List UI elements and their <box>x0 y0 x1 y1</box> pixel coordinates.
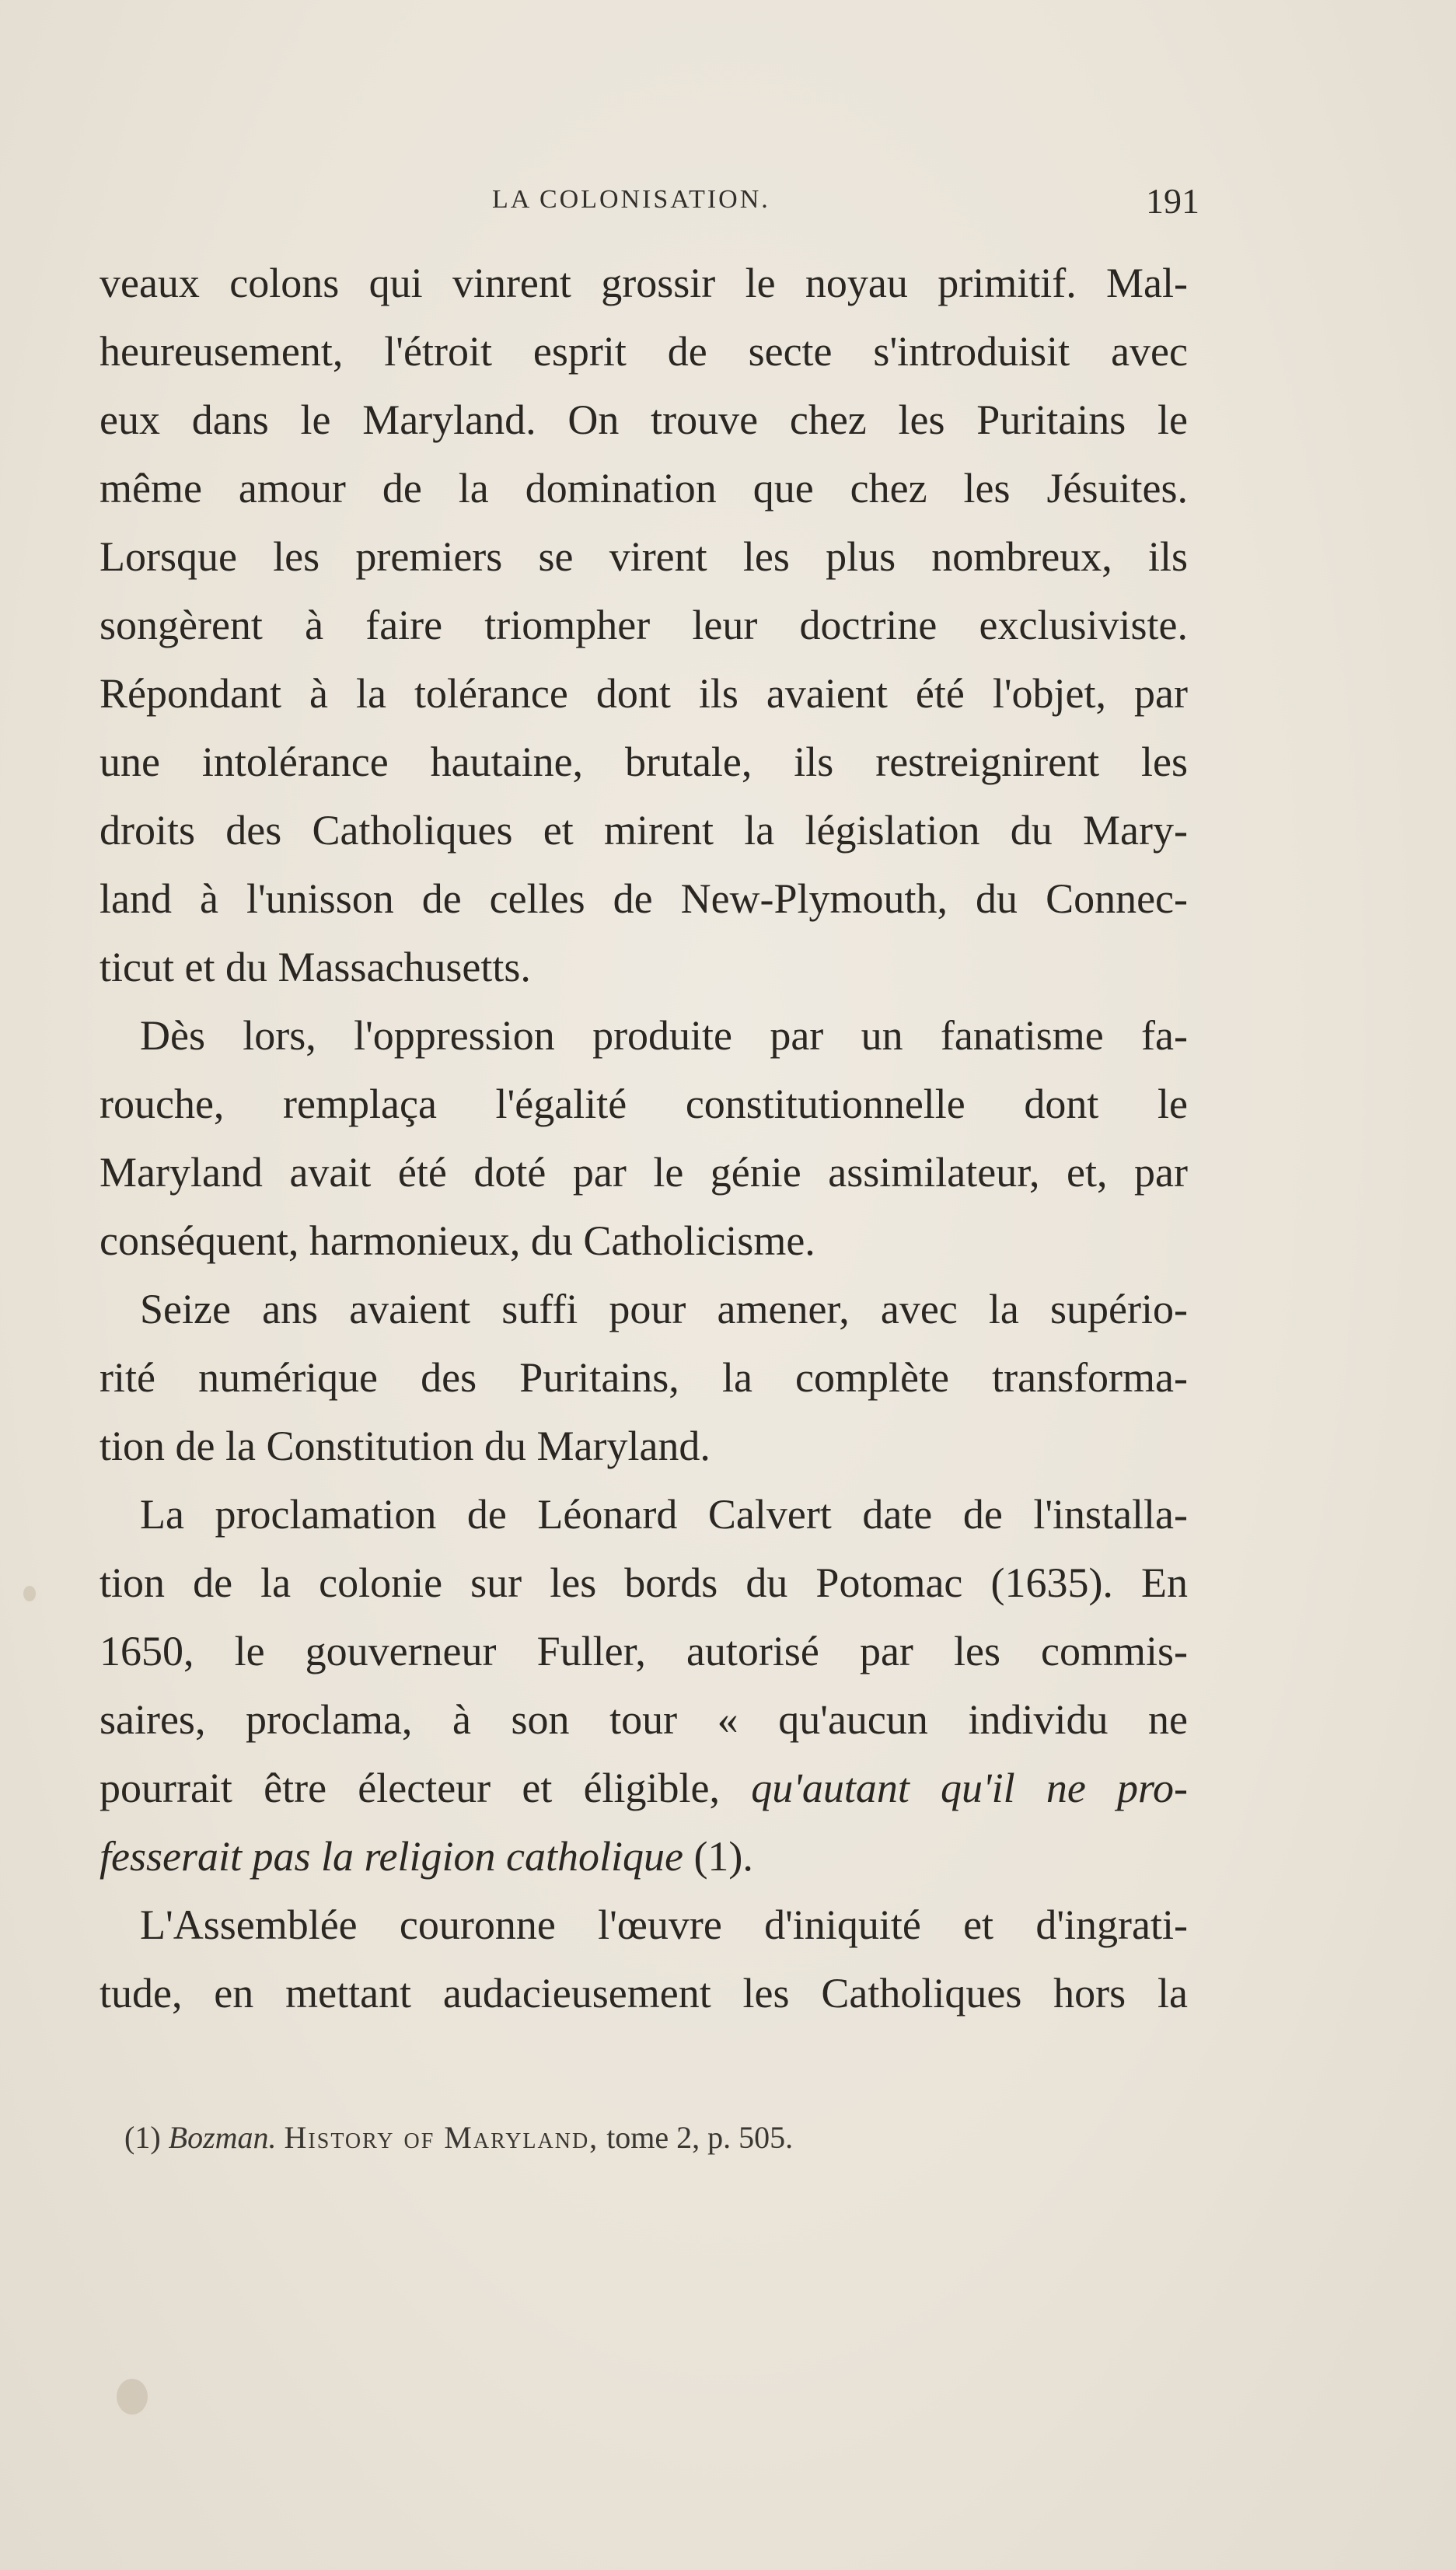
footnote-author: Bozman. <box>168 2120 277 2155</box>
text-line: Seize ans avaient suffi pour amener, avec la supério- <box>140 1286 1188 1332</box>
text-line <box>100 1754 1188 1822</box>
text-line: La proclamation de Léonard Calvert date de l'installa- <box>140 1491 1188 1538</box>
footnote-title: History of Maryland, <box>284 2120 599 2155</box>
text-segment: pourrait être électeur et éligible, <box>100 1765 721 1811</box>
text-line: saires, proclama, à son tour « qu'aucun individu ne <box>100 1696 1188 1743</box>
italic-segment: fesserait pas la religion catholique <box>100 1833 683 1880</box>
text-line: veaux colons qui vinrent grossir le noyau primitif. Mal- <box>100 260 1188 306</box>
text-line: tion de la colonie sur les bords du Potomac (1635). En <box>100 1559 1188 1606</box>
text-line: rité numérique des Puritains, la complète transforma- <box>100 1354 1188 1401</box>
footnote-reference-detail: tome 2, p. 505. <box>606 2120 794 2155</box>
text-line: conséquent, harmonieux, du Catholicisme. <box>100 1217 815 1264</box>
text-line: Répondant à la tolérance dont ils avaient été l'objet, par <box>100 670 1188 717</box>
footnote-marker: (1) <box>124 2120 161 2155</box>
text-line: rouche, remplaça l'égalité constitutionnelle dont le <box>100 1081 1188 1127</box>
footnote-reference: (1). <box>693 1833 753 1880</box>
body-text <box>100 249 1188 2027</box>
text-line: heureusement, l'étroit esprit de secte s'introduisit avec <box>100 328 1188 375</box>
italic-segment: qu'autant qu'il ne pro- <box>751 1765 1189 1811</box>
text-line: une intolérance hautaine, brutale, ils restreignirent les <box>100 739 1188 785</box>
page-header <box>492 181 1199 232</box>
text-line: songèrent à faire triompher leur doctrine exclusiviste. <box>100 602 1188 648</box>
paper-foxing-spot <box>117 2379 148 2415</box>
page-number: 191 <box>1146 181 1199 221</box>
text-line: 1650, le gouverneur Fuller, autorisé par les commis- <box>100 1628 1188 1674</box>
text-line: même amour de la domination que chez les Jésuites. <box>100 465 1188 512</box>
running-title: LA COLONISATION. <box>492 185 770 214</box>
text-line: L'Assemblée couronne l'œuvre d'iniquité et d'ingrati- <box>140 1901 1188 1948</box>
text-line: tude, en mettant audacieusement les Catholiques hors la <box>100 1970 1188 2017</box>
text-line: land à l'unisson de celles de New-Plymouth, du Connec- <box>100 875 1188 922</box>
text-line: eux dans le Maryland. On trouve chez les Puritains le <box>100 396 1188 443</box>
text-line: droits des Catholiques et mirent la législation du Mary- <box>100 807 1188 854</box>
text-line: ticut et du Massachusetts. <box>100 944 531 990</box>
text-line: Dès lors, l'oppression produite par un fanatisme fa- <box>140 1012 1188 1059</box>
text-line: tion de la Constitution du Maryland. <box>100 1423 711 1469</box>
text-line: Lorsque les premiers se virent les plus nombreux, ils <box>100 533 1188 580</box>
paper-foxing-spot <box>23 1586 36 1601</box>
text-line: Maryland avait été doté par le génie assimilateur, et, par <box>100 1149 1188 1196</box>
footnote <box>124 2119 793 2156</box>
text-line <box>100 1822 1188 1891</box>
